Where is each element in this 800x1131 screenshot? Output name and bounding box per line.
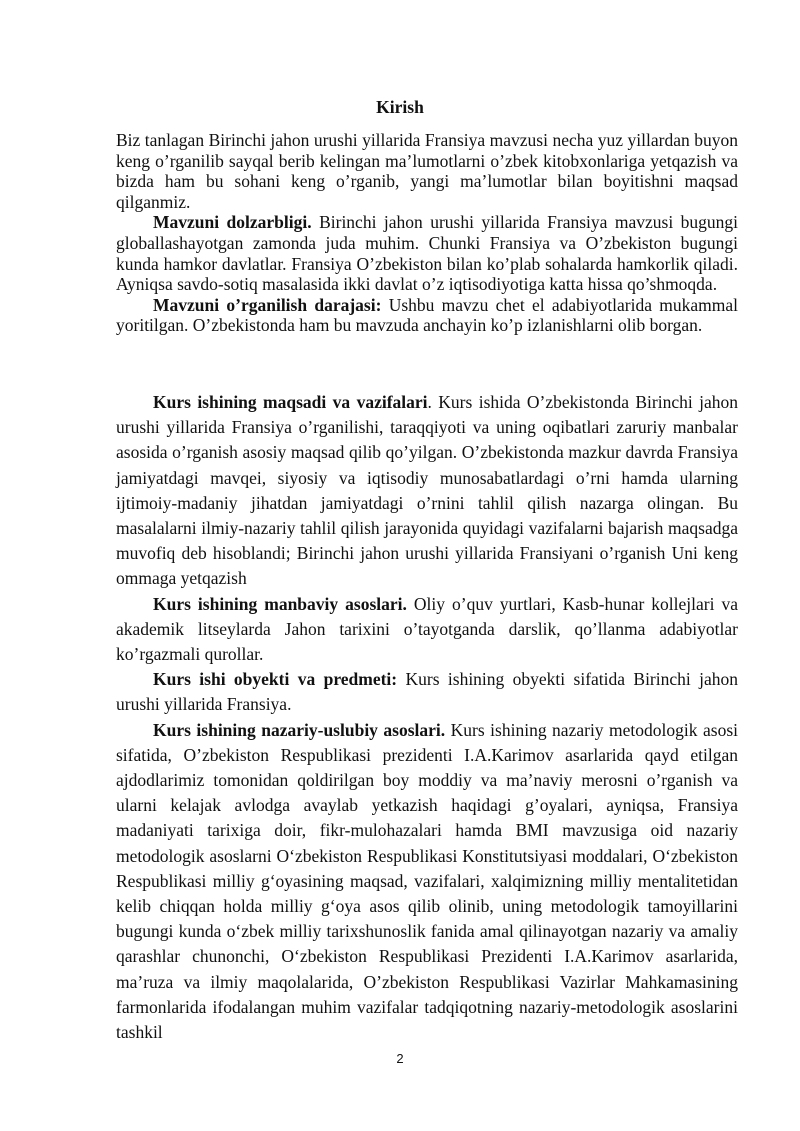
object-heading: Kurs ishi obyekti va predmeti: <box>153 669 398 690</box>
methodology-heading: Kurs ishining nazariy-uslubiy asoslari. <box>153 719 446 740</box>
sources-text: Oliy o’quv yurtlari, Kasb-hunar kollejlari va akademik litseylarda Jahon tarixini o’tayotganda darslik, qo’llanma adabiyotlar ko’rgazmali qurollar. <box>116 593 738 665</box>
text-block-upper <box>116 130 738 336</box>
relevance-paragraph <box>116 212 738 294</box>
relevance-heading: Mavzuni dolzarbligi. <box>153 212 312 233</box>
study-level-text: Ushbu mavzu chet el adabiyotlarida mukammal yoritilgan. O’zbekistonda ham bu mavzuda anchayin ko’p izlanishlarni olib borgan. <box>116 294 738 336</box>
page-title: Kirish <box>376 97 424 117</box>
object-text: Kurs ishining obyekti sifatida Birinchi jahon urushi yillarida Fransiya. <box>116 669 738 715</box>
methodology-text: Kurs ishining nazariy metodologik asosi sifatida, O’zbekiston Respublikasi prezidenti I.A.Karimov asarlarida qayd etilgan ajdodlarimiz tomonidan qoldirilgan boy moddiy va ma’naviy merosni o’rganish va ularni kelajak avlodga avaylab yetkazish haqidagi g’oyalari, ayniqsa, Fransiya madaniyati tarixiga doir, fikr-mulohazalari hamda BMI mavzusiga oid nazariy metodologik asoslarni O‘zbekiston Respublikasi Konstitutsiyasi moddalari, O‘zbekiston Respublikasi milliy g‘oyasining maqsad, vazifalari, xalqimizning milliy mentalitetidan kelib chiqqan holda milliy g‘oya asos qilib olinib, uning metodologik tamoyillarini bugungi kunda o‘zbek milliy tarixshunoslik fanida amal qilinayotgan nazariy va amaliy qarashlar chunonchi, O‘zbekiston Respublikasi Prezidenti I.A.Karimov asarlarida, ma’ruza va ilmiy maqolalarida, O’zbekiston Respublikasi Vazirlar Mahkamasining farmonlarida ifodalangan muhim vazifalar tadqiqotning nazariy-metodologik asoslarini tashkil <box>116 719 738 1043</box>
goals-text: . Kurs ishida O’zbekistonda Birinchi jahon urushi yillarida Fransiya o’rganilishi, taraqqiyoti va uning oqibatlari zaruriy manbalar asosida o’rganish asosiy maqsad qilib qo’yilgan. O’zbekistonda mazkur davrda Fransiya jamiyatdagi mavqei, siyosiy va iqtisodiy munosabatlardagi o’rni hamda ularning ijtimoiy-madaniy jihatdan jamiyatdagi o’rnini tahlil qilish nazarga olingan. Bu masalalarni ilmiy-nazariy tahlil qilish jarayonida quyidagi vazifalarni bajarish maqsadga muvofiq deb hisoblandi; Birinchi jahon urushi yillarida Fransiyani o’rganish Uni keng ommaga yetqazish <box>116 392 738 589</box>
page-number: 2 <box>396 1051 404 1066</box>
sources-paragraph <box>116 592 738 668</box>
text-block-lower <box>116 390 738 1045</box>
goals-paragraph <box>116 390 738 592</box>
study-level-paragraph <box>116 295 738 336</box>
sources-heading: Kurs ishining manbaviy asoslari. <box>153 593 407 614</box>
relevance-text: Birinchi jahon urushi yillarida Fransiya mavzusi bugungi globallashayotgan zamonda juda muhim. Chunki Fransiya va O’zbekiston bugungi kunda hamkor davlatlar. Fransiya O’zbekiston bilan ko’plab sohalarda hamkorlik qiladi. Ayniqsa savdo-sotiq masalasida ikki davlat o’z iqtisodiyotiga katta hissa qo’shmoqda. <box>116 212 738 295</box>
intro-paragraph: Biz tanlagan Birinchi jahon urushi yillarida Fransiya mavzusi necha yuz yillardan buyon keng o’rganilib sayqal berib kelingan ma’lumotlarni o’zbek kitobxonlariga yetqazish va bizda ham bu sohani keng o’rganib, yangi ma’lumotlar bilan boyitishni maqsad qilganmiz. <box>116 130 738 212</box>
study-level-heading: Mavzuni o’rganilish darajasi: <box>153 294 382 315</box>
object-paragraph <box>116 667 738 717</box>
methodology-paragraph <box>116 718 738 1046</box>
goals-heading: Kurs ishining maqsadi va vazifalari <box>153 392 428 412</box>
